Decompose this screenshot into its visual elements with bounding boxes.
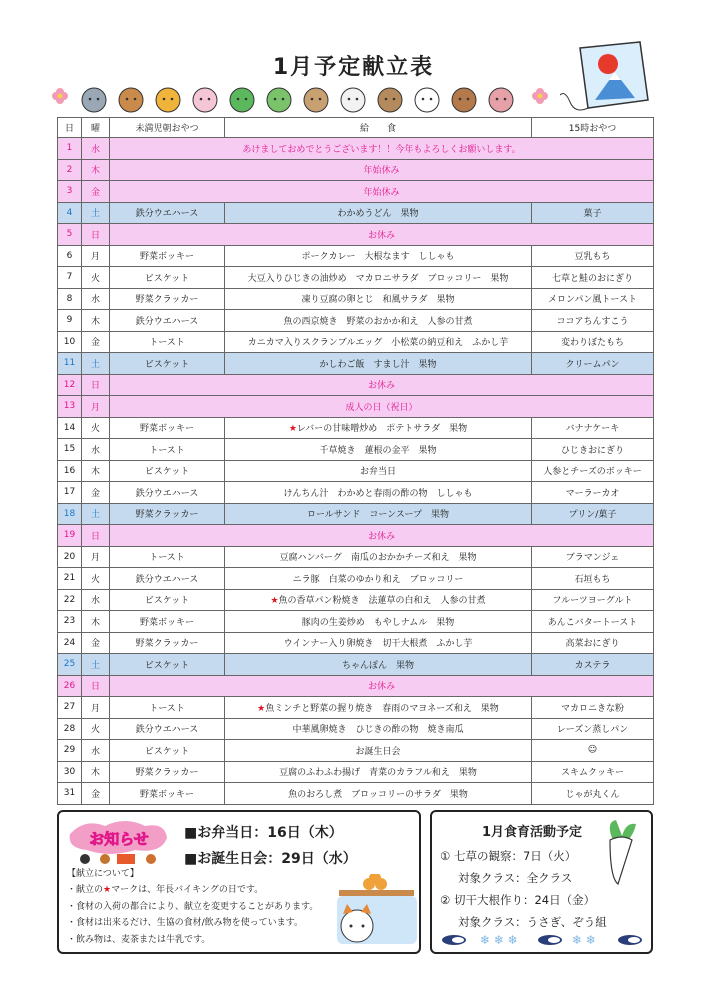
lunch-cell [225, 202, 532, 224]
weekday-cell: 土 [82, 353, 110, 375]
table-row [58, 740, 654, 762]
lunch-text: ちゃんぽん 果物 [341, 660, 414, 671]
list-item: ・献立の★マークは、年長バイキングの日です。 [67, 885, 264, 895]
afternoon-snack-cell: ココアちんすこう [532, 310, 654, 332]
weekday-cell: 月 [82, 697, 110, 719]
lunch-cell [225, 632, 532, 654]
lunch-cell [225, 267, 532, 289]
holiday-cell: お休み [110, 224, 654, 246]
lunch-text: 千草焼き 蓮根の金平 果物 [319, 445, 437, 456]
table-row [58, 783, 654, 805]
day-cell: 1 [58, 138, 82, 160]
holiday-cell: お休み [110, 675, 654, 697]
table-row [58, 417, 654, 439]
afternoon-snack-cell: レーズン蒸しパン [532, 718, 654, 740]
table-row [58, 718, 654, 740]
day-cell: 5 [58, 224, 82, 246]
zodiac-animal-icon [489, 88, 513, 112]
lunch-cell [225, 353, 532, 375]
lunch-text: 中華風卵焼き ひじきの酢の物 焼き南瓜 [292, 725, 464, 736]
star-mark: ★ [288, 424, 297, 435]
table-row [58, 439, 654, 461]
list-item: ・食材は出来るだけ、生協の食材/飲み物を使っています。 [67, 918, 303, 928]
lunch-text: 魚ミンチと野菜の握り焼き 春雨のマヨネーズ和え 果物 [265, 703, 499, 714]
notice-badge-text: お知らせ [89, 830, 149, 848]
food-education-box [430, 810, 653, 954]
daikon-radish-illustration [592, 818, 650, 888]
day-cell: 26 [58, 675, 82, 697]
table-row [58, 331, 654, 353]
lunch-text: わかめうどん 果物 [337, 209, 419, 220]
kotatsu-cat-illustration [329, 874, 419, 952]
table-row [58, 159, 654, 181]
weekday-cell: 日 [82, 224, 110, 246]
holiday-cell: お休み [110, 374, 654, 396]
day-cell: 18 [58, 503, 82, 525]
infant-snack-cell: ビスケット [110, 740, 225, 762]
day-cell: 31 [58, 783, 82, 805]
lunch-text: ニラ豚 白菜のゆかり和え ブロッコリー [292, 574, 464, 585]
holiday-cell: 年始休み [110, 159, 654, 181]
lunch-cell [225, 654, 532, 676]
lunch-cell [225, 417, 532, 439]
infant-snack-cell: 鉄分ウエハース [110, 482, 225, 504]
list-item: ・食材の入荷の都合により、献立を変更することがあります。 [67, 901, 319, 912]
lunch-cell [225, 718, 532, 740]
lunch-cell [225, 245, 532, 267]
infant-snack-cell: 野菜ボッキー [110, 783, 225, 805]
infant-snack-cell: 野菜クラッカー [110, 761, 225, 783]
lunch-cell [225, 783, 532, 805]
day-cell: 19 [58, 525, 82, 547]
afternoon-snack-cell: マカロニきな粉 [532, 697, 654, 719]
table-row [58, 181, 654, 203]
zodiac-animal-icon [267, 88, 291, 112]
header-afternoon-snack: 15時おやつ [532, 118, 654, 138]
weekday-cell: 日 [82, 374, 110, 396]
table-row [58, 697, 654, 719]
zodiac-animal-icon [378, 88, 402, 112]
weekday-cell: 日 [82, 525, 110, 547]
afternoon-snack-cell: ブラマンジェ [532, 546, 654, 568]
table-row [58, 503, 654, 525]
weekday-cell: 水 [82, 740, 110, 762]
day-cell: 23 [58, 611, 82, 633]
table-row [58, 611, 654, 633]
infant-snack-cell: トースト [110, 697, 225, 719]
afternoon-snack-cell: スキムクッキー [532, 761, 654, 783]
lunch-text: 豆腐ハンバーグ 南瓜のおかかチーズ和え 果物 [279, 553, 477, 564]
afternoon-snack-cell: ひじきおにぎり [532, 439, 654, 461]
table-row [58, 138, 654, 160]
afternoon-snack-cell: 石垣もち [532, 568, 654, 590]
header-infant-snack: 未満児朝おやつ [110, 118, 225, 138]
activity-item-nanakusa: ① 七草の観察：7日（火） [440, 849, 577, 863]
table-row [58, 245, 654, 267]
lunch-text: ウインナー入り卵焼き 切干大根煮 ふかし芋 [283, 639, 473, 650]
weekday-cell: 金 [82, 632, 110, 654]
weekday-cell: 土 [82, 202, 110, 224]
day-cell: 15 [58, 439, 82, 461]
weekday-cell: 金 [82, 482, 110, 504]
weekday-cell: 火 [82, 568, 110, 590]
lunch-text: ポークカレー 大根なます ししゃも [301, 252, 455, 263]
day-cell: 8 [58, 288, 82, 310]
day-cell: 10 [58, 331, 82, 353]
table-row [58, 568, 654, 590]
header-weekday: 曜 [82, 118, 110, 138]
lunch-cell [225, 611, 532, 633]
lunch-text: ロールサンド コーンスープ 果物 [306, 510, 450, 521]
table-header-row [58, 118, 654, 138]
infant-snack-cell: 野菜ボッキー [110, 417, 225, 439]
weekday-cell: 水 [82, 288, 110, 310]
table-row [58, 288, 654, 310]
weekday-cell: 土 [82, 654, 110, 676]
zodiac-animal-icon [304, 88, 328, 112]
weekday-cell: 日 [82, 675, 110, 697]
lunch-text: けんちん汁 わかめと春雨の酢の物 ししゃも [283, 488, 473, 499]
table-row [58, 202, 654, 224]
activity-item-kiriboshi: ② 切干大根作り：24日（金） [440, 893, 596, 907]
infant-snack-cell: 野菜ボッキー [110, 611, 225, 633]
day-cell: 20 [58, 546, 82, 568]
zodiac-animal-icon [341, 88, 365, 112]
afternoon-snack-cell: クリームパン [532, 353, 654, 375]
infant-snack-cell: 鉄分ウエハース [110, 718, 225, 740]
table-row [58, 374, 654, 396]
holiday-cell: あけましておめでとうございます！！今年もよろしくお願いします。 [110, 138, 654, 160]
zodiac-animals-illustration [58, 84, 558, 114]
weekday-cell: 木 [82, 310, 110, 332]
lunch-text: かしわご飯 すまし汁 果物 [319, 359, 437, 370]
zodiac-animal-icon [230, 88, 254, 112]
weekday-cell: 火 [82, 718, 110, 740]
header-lunch: 給 食 [225, 118, 532, 138]
lunch-cell [225, 546, 532, 568]
lunch-text: 魚のおろし煮 ブロッコリーのサラダ 果物 [288, 789, 468, 800]
day-cell: 12 [58, 374, 82, 396]
weekday-cell: 金 [82, 331, 110, 353]
infant-snack-cell: 鉄分ウエハース [110, 202, 225, 224]
day-cell: 28 [58, 718, 82, 740]
lunch-text: お誕生日会 [355, 746, 401, 757]
zodiac-animal-icon [82, 88, 106, 112]
infant-snack-cell: トースト [110, 331, 225, 353]
header-day: 日 [58, 118, 82, 138]
infant-snack-cell: 野菜ボッキー [110, 245, 225, 267]
table-row [58, 589, 654, 611]
birthday-party: ■お誕生日会：29日（水） [184, 851, 357, 867]
lunch-cell [225, 439, 532, 461]
day-cell: 29 [58, 740, 82, 762]
lunch-text: 豆腐のふわふわ揚げ 青菜のカラフル和え 果物 [279, 768, 477, 779]
notice-badge-illustration [65, 816, 175, 866]
lunch-cell [225, 589, 532, 611]
star-mark: ★ [103, 885, 112, 895]
weekday-cell: 水 [82, 439, 110, 461]
penguins-snow-illustration [440, 928, 645, 950]
weekday-cell: 火 [82, 267, 110, 289]
day-cell: 3 [58, 181, 82, 203]
infant-snack-cell: 鉄分ウエハース [110, 568, 225, 590]
lunch-cell [225, 331, 532, 353]
table-row [58, 310, 654, 332]
table-row [58, 482, 654, 504]
holiday-cell: 成人の日（祝日） [110, 396, 654, 418]
day-cell: 30 [58, 761, 82, 783]
afternoon-snack-cell: ☺ [532, 740, 654, 762]
svg-text:❄ ❄: ❄ ❄ [572, 933, 596, 947]
weekday-cell: 金 [82, 181, 110, 203]
holiday-cell: 年始休み [110, 181, 654, 203]
infant-snack-cell: ビスケット [110, 267, 225, 289]
infant-snack-cell: 鉄分ウエハース [110, 310, 225, 332]
infant-snack-cell: 野菜クラッカー [110, 632, 225, 654]
menu-notes-heading: 【献立について】 [67, 869, 139, 879]
afternoon-snack-cell: プリン/菓子 [532, 503, 654, 525]
day-cell: 22 [58, 589, 82, 611]
lunch-text: 凍り豆腐の卵とじ 和風サラダ 果物 [301, 295, 455, 306]
infant-snack-cell: ビスケット [110, 589, 225, 611]
infant-snack-cell: 野菜クラッカー [110, 288, 225, 310]
plum-flower-icon [530, 86, 550, 106]
day-cell: 16 [58, 460, 82, 482]
lunch-cell [225, 310, 532, 332]
zodiac-animal-icon [452, 88, 476, 112]
lunch-cell [225, 288, 532, 310]
infant-snack-cell: トースト [110, 546, 225, 568]
table-row [58, 460, 654, 482]
lunch-cell [225, 697, 532, 719]
day-cell: 27 [58, 697, 82, 719]
day-cell: 6 [58, 245, 82, 267]
day-cell: 17 [58, 482, 82, 504]
activity-target-class: 対象クラス：うさぎ、ぞう組 [458, 915, 607, 929]
table-row [58, 632, 654, 654]
afternoon-snack-cell: 菓子 [532, 202, 654, 224]
zodiac-animal-icon [156, 88, 180, 112]
afternoon-snack-cell: あんこバタートースト [532, 611, 654, 633]
lunch-text: 魚の香草パン粉焼き 法蓮草の白和え 人参の甘煮 [278, 596, 486, 607]
infant-snack-cell: ビスケット [110, 654, 225, 676]
star-mark: ★ [257, 703, 266, 714]
day-cell: 13 [58, 396, 82, 418]
afternoon-snack-cell: 豆乳もち [532, 245, 654, 267]
afternoon-snack-cell: 変わりぼたもち [532, 331, 654, 353]
lunch-cell [225, 503, 532, 525]
lunch-cell [225, 761, 532, 783]
weekday-cell: 金 [82, 783, 110, 805]
page-title: 1月予定献立表 [272, 55, 435, 80]
table-row [58, 267, 654, 289]
table-row [58, 396, 654, 418]
afternoon-snack-cell: じゃが丸くん [532, 783, 654, 805]
table-row [58, 525, 654, 547]
day-cell: 11 [58, 353, 82, 375]
day-cell: 9 [58, 310, 82, 332]
weekday-cell: 月 [82, 245, 110, 267]
svg-text:❄ ❄ ❄: ❄ ❄ ❄ [480, 933, 518, 947]
infant-snack-cell: ビスケット [110, 460, 225, 482]
weekday-cell: 木 [82, 611, 110, 633]
afternoon-snack-cell: 七草と鮭のおにぎり [532, 267, 654, 289]
weekday-cell: 木 [82, 159, 110, 181]
list-item: ・飲み物は、麦茶または牛乳です。 [67, 934, 211, 945]
day-cell: 7 [58, 267, 82, 289]
infant-snack-cell: トースト [110, 439, 225, 461]
lunch-text: レバーの甘味噌炒め ポテトサラダ 果物 [296, 424, 468, 435]
weekday-cell: 火 [82, 417, 110, 439]
day-cell: 25 [58, 654, 82, 676]
table-row [58, 761, 654, 783]
lunch-text: お弁当日 [359, 467, 396, 478]
afternoon-snack-cell: マーラーカオ [532, 482, 654, 504]
zodiac-animal-icon [415, 88, 439, 112]
menu-table [57, 117, 654, 805]
lunch-cell [225, 740, 532, 762]
weekday-cell: 土 [82, 503, 110, 525]
table-row [58, 546, 654, 568]
day-cell: 14 [58, 417, 82, 439]
afternoon-snack-cell: バナナケーキ [532, 417, 654, 439]
afternoon-snack-cell: カステラ [532, 654, 654, 676]
lunch-text: 魚の西京焼き 野菜のおかか和え 人参の甘煮 [283, 316, 473, 327]
weekday-cell: 月 [82, 546, 110, 568]
lunch-cell [225, 460, 532, 482]
holiday-cell: お休み [110, 525, 654, 547]
weekday-cell: 水 [82, 589, 110, 611]
weekday-cell: 水 [82, 138, 110, 160]
day-cell: 24 [58, 632, 82, 654]
table-row [58, 353, 654, 375]
day-cell: 4 [58, 202, 82, 224]
afternoon-snack-cell: 高菜おにぎり [532, 632, 654, 654]
activity-target-class: 対象クラス：全クラス [458, 871, 573, 885]
day-cell: 2 [58, 159, 82, 181]
menu-notes-list [67, 882, 318, 948]
lunch-text: カニカマ入りスクランブルエッグ 小松菜の納豆和え ふかし芋 [247, 338, 509, 349]
afternoon-snack-cell: メロンパン風トースト [532, 288, 654, 310]
activity-title: 1月食育活動予定 [482, 825, 583, 840]
weekday-cell: 木 [82, 460, 110, 482]
infant-snack-cell: ビスケット [110, 353, 225, 375]
bento-day: ■お弁当日：16日（木） [184, 825, 343, 841]
zodiac-animal-icon [119, 88, 143, 112]
lunch-cell [225, 482, 532, 504]
table-row [58, 675, 654, 697]
lunch-text: 大豆入りひじきの油炒め マカロニサラダ ブロッコリー 果物 [247, 273, 509, 284]
infant-snack-cell: 野菜クラッカー [110, 503, 225, 525]
menu-table-body [58, 138, 654, 805]
zodiac-animal-icon [193, 88, 217, 112]
lunch-text: 豚肉の生姜炒め もやしナムル 果物 [301, 617, 455, 628]
afternoon-snack-cell: 人参とチーズのボッキー [532, 460, 654, 482]
kite-illustration [560, 40, 655, 120]
weekday-cell: 木 [82, 761, 110, 783]
afternoon-snack-cell: フルーツヨーグルト [532, 589, 654, 611]
lunch-cell [225, 568, 532, 590]
day-cell: 21 [58, 568, 82, 590]
table-row [58, 224, 654, 246]
notice-box [57, 810, 421, 954]
weekday-cell: 月 [82, 396, 110, 418]
star-mark: ★ [270, 596, 279, 607]
table-row [58, 654, 654, 676]
